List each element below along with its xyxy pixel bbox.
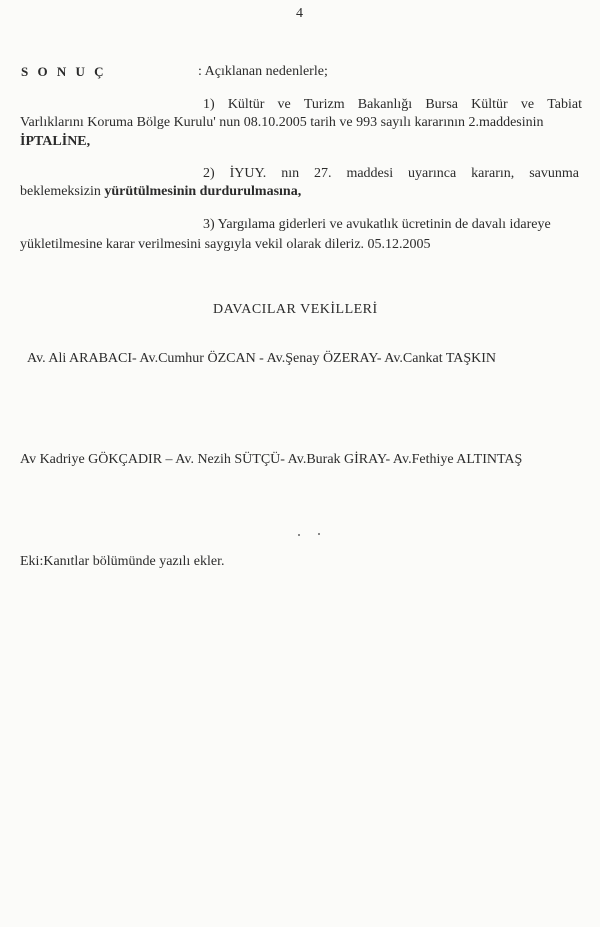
word: 1) bbox=[203, 97, 215, 112]
item2-line1 bbox=[203, 166, 579, 182]
page-number: 4 bbox=[296, 6, 303, 21]
item3-line1: 3) Yargılama giderleri ve avukatlık ücretinin de davalı idareye bbox=[203, 217, 551, 232]
intro-text: : Açıklanan nedenlerle; bbox=[198, 64, 328, 79]
word: Kültür bbox=[471, 97, 508, 112]
word: maddesi bbox=[346, 166, 394, 181]
word: İYUY. bbox=[229, 166, 267, 181]
word: Bakanlığı bbox=[357, 97, 413, 112]
signatories-row1: Av. Ali ARABACI- Av.Cumhur ÖZCAN - Av.Şenay ÖZERAY- Av.Cankat TAŞKIN bbox=[27, 351, 497, 366]
word: 27. bbox=[314, 166, 332, 181]
word: Turizm bbox=[303, 97, 345, 112]
scan-speck bbox=[298, 534, 300, 536]
signatories-row2: Av Kadriye GÖKÇADIR – Av. Nezih SÜTÇÜ- Av.Burak GİRAY- Av.Fethiye ALTINTAŞ bbox=[20, 452, 523, 467]
word: Kültür bbox=[227, 97, 265, 112]
scan-speck bbox=[318, 533, 320, 535]
word: ve bbox=[520, 97, 535, 112]
word: kararın, bbox=[471, 166, 515, 181]
item2-line2 bbox=[20, 184, 301, 200]
word: ve bbox=[277, 97, 291, 112]
word: savunma bbox=[529, 166, 579, 181]
word: Bursa bbox=[425, 97, 458, 112]
word: nın bbox=[281, 166, 300, 181]
word: uyarınca bbox=[408, 166, 457, 181]
signatories-heading: DAVACILAR VEKİLLERİ bbox=[213, 302, 378, 317]
word: 2) bbox=[203, 166, 215, 181]
word: Tabiat bbox=[547, 97, 582, 112]
item1-line1-text bbox=[203, 97, 582, 113]
attachments-note: Eki:Kanıtlar bölümünde yazılı ekler. bbox=[20, 554, 225, 569]
item1-line2: Varlıklarını Koruma Bölge Kurulu' nun 08.10.2005 tarih ve 993 sayılı kararının 2.maddesinin bbox=[20, 115, 544, 130]
item1-line3: İPTALİNE, bbox=[20, 134, 91, 149]
item2-line2-plain: beklemeksizin bbox=[20, 184, 105, 199]
item2-line1-text bbox=[203, 166, 579, 182]
item1-line1 bbox=[203, 97, 582, 113]
item3-line2: yükletilmesine karar verilmesini saygıyla vekil olarak dileriz. 05.12.2005 bbox=[20, 237, 431, 252]
item2-line2-bold: yürütülmesinin durdurulmasına, bbox=[104, 184, 302, 199]
section-label: S O N U Ç bbox=[21, 64, 107, 79]
